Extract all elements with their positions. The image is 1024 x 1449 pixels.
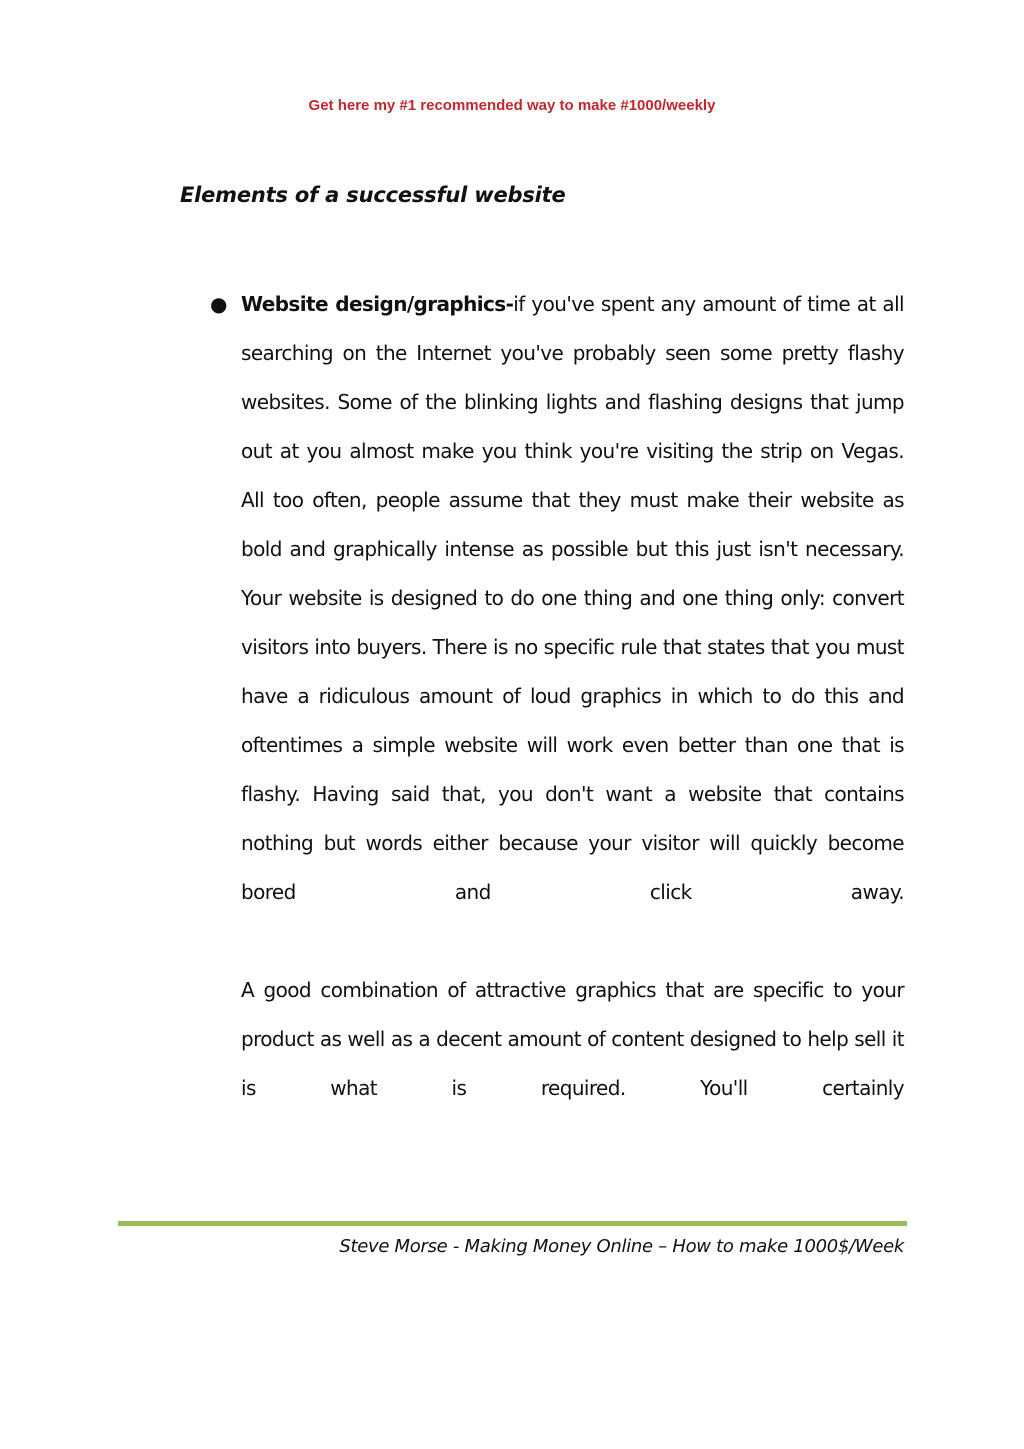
bullet-icon: ●	[210, 292, 227, 316]
bullet-item	[210, 280, 904, 917]
document-body	[210, 280, 904, 1113]
footer-divider	[118, 1221, 907, 1226]
body-paragraph: A good combination of attractive graphics that are specific to your product as well as a decent amount of content designed to help sell it is what is required. You'll certainly	[241, 978, 904, 1100]
paragraph-spacer	[241, 917, 904, 966]
bullet-term: Website design/graphics-	[241, 292, 514, 316]
promo-link[interactable]: Get here my #1 recommended way to make #1000/weekly	[308, 97, 716, 114]
bullet-text: if you've spent any amount of time at all searching on the Internet you've probably seen some pretty flashy websites. Some of the blinking lights and flashing designs that jump out at you almost make you think you're visiting the strip on Vegas. All too often, people assume that they must make their website as bold and graphically intense as possible but this just isn't necessary. Your website is designed to do one thing and one thing only: convert visitors into buyers. There is no specific rule that states that you must have a ridiculous amount of loud graphics in which to do this and oftentimes a simple website will work even better than one that is flashy. Having said that, you don't want a website that contains nothing but words either because your visitor will quickly become bored and click away.	[241, 292, 904, 904]
section-heading: Elements of a successful website	[180, 183, 566, 207]
footer-text: Steve Morse - Making Money Online – How to make 1000$/Week	[339, 1236, 904, 1257]
